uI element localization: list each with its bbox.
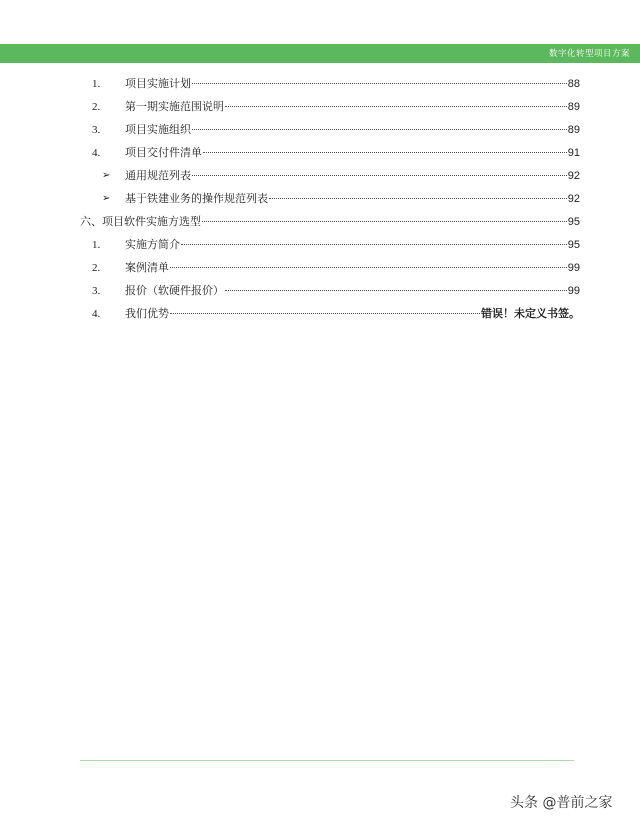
toc-page-number: 95 [567,239,580,251]
toc-page-number: 99 [567,285,580,297]
dot-leader [203,152,567,153]
toc-page-number: 91 [567,147,580,159]
dot-leader [170,313,480,314]
toc-entry[interactable] [0,97,640,117]
dot-leader [192,175,567,176]
watermark: 头条 @普前之家 [510,795,613,811]
dot-leader [225,290,567,291]
toc-page-number: 92 [567,170,580,182]
toc-page-number: 88 [567,78,580,90]
toc-entry[interactable] [0,120,640,140]
toc-page-number: 95 [567,216,580,228]
dot-leader [202,221,567,222]
dot-leader [170,267,567,268]
toc-page-number: 99 [567,262,580,274]
toc-entry[interactable] [0,235,640,255]
dot-leader [225,106,567,107]
toc-number: 3. [92,124,101,136]
toc-number: 3. [92,285,101,297]
toc-entry[interactable] [0,189,640,209]
toc-entry[interactable] [0,304,640,324]
toc-entry[interactable] [0,143,640,163]
header-bar [0,44,640,63]
toc-number: 2. [92,101,101,113]
toc-label: 基于铁建业务的操作规范列表 [125,192,268,205]
toc-label: 我们优势 [125,307,169,320]
toc-label: 项目实施计划 [125,77,191,90]
arrow-bullet-icon: ➢ [102,170,111,181]
toc-entry[interactable] [0,166,640,186]
toc-page-number: 89 [567,124,580,136]
dot-leader [192,129,567,130]
toc-number: 2. [92,262,101,274]
toc-page-number: 89 [567,101,580,113]
toc-label: 案例清单 [125,261,169,274]
toc-label: 实施方简介 [125,238,180,251]
toc-page-number: 92 [567,193,580,205]
dot-leader [181,244,567,245]
footer-divider [80,760,574,761]
toc-number: 4. [92,308,101,320]
toc-number: 1. [92,239,101,251]
toc-label: 六、项目软件实施方选型 [80,215,201,228]
header-title: 数字化转型项目方案 [548,49,630,59]
arrow-bullet-icon: ➢ [102,193,111,204]
toc-entry[interactable] [0,281,640,301]
toc-label: 通用规范列表 [125,169,191,182]
toc-label: 项目实施组织 [125,123,191,136]
dot-leader [192,83,567,84]
toc-label: 项目交付件清单 [125,146,202,159]
toc-number: 1. [92,78,101,90]
dot-leader [269,198,567,199]
toc-number: 4. [92,147,101,159]
bookmark-error-text: 错误！未定义书签。 [481,307,580,320]
toc-label: 报价（软硬件报价） [125,284,224,297]
toc-entry[interactable] [0,74,640,94]
toc-entry[interactable] [0,212,640,232]
toc-label: 第一期实施范围说明 [125,100,224,113]
toc-entry[interactable] [0,258,640,278]
